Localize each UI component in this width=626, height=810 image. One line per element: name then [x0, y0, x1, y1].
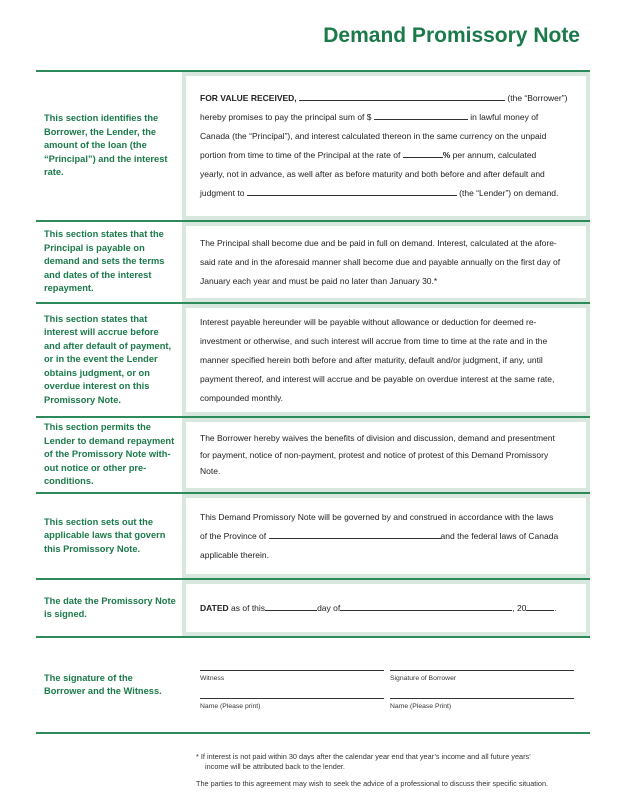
section-waiver-row: [36, 418, 590, 494]
section-content: [186, 642, 586, 728]
section-label: This section states that interest will accrue before and after default of payment, or in the event the Lender obtains judgment, or on overdue interest on this Promissory Note.: [44, 314, 172, 405]
province-field[interactable]: [269, 528, 441, 539]
witness-name-field[interactable]: Name (Please print): [200, 698, 384, 712]
section-content-frame: [182, 580, 590, 636]
section-content: DATED as of this day of , 20 .: [186, 584, 586, 632]
section-content-frame: [182, 72, 590, 220]
section-label: This section states that the Principal is payable on demand and sets the terms and dates of the interest repayment.: [44, 229, 165, 294]
interest-footnote: * If interest is not paid within 30 days after the calendar year end that year’s income and all future years’ income will be attributed back to the lender.: [196, 752, 531, 771]
section-content: The Principal shall become due and be paid in full on demand. Interest, calculated at the afore- said rate and in the aforesaid manner shall become due and payable annually on the first day of January each year and must be paid no later than January 30.*: [186, 226, 586, 298]
section-content: The Borrower hereby waives the benefits of division and discussion, demand and presentment for payment, notice of non-payment, protest and notice of protest of this Demand Promissory Note.: [186, 422, 586, 488]
borrower-name-field[interactable]: [299, 90, 505, 101]
section-content-frame: [182, 418, 590, 492]
section-label: This section permits the Lender to demand repayment of the Promissory Note with-out notice or other pre-conditions.: [44, 422, 175, 487]
section-content: This Demand Promissory Note will be governed by and construed in accordance with the laws of the Province of and the federal laws of Canada applicable therein.: [186, 498, 586, 574]
section-signature-row: [36, 638, 590, 734]
section-content: FOR VALUE RECEIVED, (the “Borrower”) hereby promises to pay the principal sum of $ in lawful money of Canada (the “Principal”), and interest calculated thereon in the same currency on the unpaid portion from time to time of the Principal at the rate of % per annum, calculated yearly, not in advance, as well after as before maturity and both before and after default and judgment to (the “Lender”) on demand.: [186, 76, 586, 216]
principal-amount-field[interactable]: [374, 109, 468, 120]
section-label: The signature of the Borrower and the Witness.: [44, 672, 162, 696]
professional-advice-note: The parties to this agreement may wish to seek the advice of a professional to discuss their specific situation.: [196, 779, 549, 788]
section-content-frame: [182, 638, 590, 732]
borrower-name-print-field[interactable]: Name (Please Print): [390, 698, 574, 712]
section-content-frame: [182, 304, 590, 416]
section-label: This section identifies the Borrower, the Lender, the amount of the loan (the “Principal”) and the interest rate.: [44, 113, 168, 178]
section-interest-accrual-row: [36, 304, 590, 418]
section-content-frame: [182, 494, 590, 578]
month-field[interactable]: [340, 600, 512, 611]
interest-rate-field[interactable]: [403, 147, 443, 158]
section-parties-row: [36, 72, 590, 222]
lender-name-field[interactable]: [247, 185, 457, 196]
section-governing-law-row: [36, 494, 590, 580]
for-value-received: FOR VALUE RECEIVED,: [200, 93, 297, 103]
document-title: Demand Promissory Note: [323, 24, 580, 47]
year-field[interactable]: [526, 600, 554, 611]
day-field[interactable]: [265, 600, 317, 611]
section-payable-row: [36, 222, 590, 304]
section-content-frame: [182, 222, 590, 302]
witness-signature-field[interactable]: Witness: [200, 670, 384, 684]
section-label: The date the Promissory Note is signed.: [44, 595, 176, 619]
section-date-row: [36, 580, 590, 638]
section-content: Interest payable hereunder will be payable without allowance or deduction for deemed re- investment or otherwise, and such interest will accrue from time to time at the rate and in the manner specified herein both before and after maturity, default and/or judgment, if any, until payment thereof, and interest will accrue and be payable on overdue interest at the same rate, compounded monthly.: [186, 308, 586, 412]
section-label: This section sets out the applicable laws that govern this Promissory Note.: [44, 516, 166, 554]
borrower-signature-field[interactable]: Signature of Borrower: [390, 670, 574, 684]
promissory-note-form: [36, 70, 590, 734]
